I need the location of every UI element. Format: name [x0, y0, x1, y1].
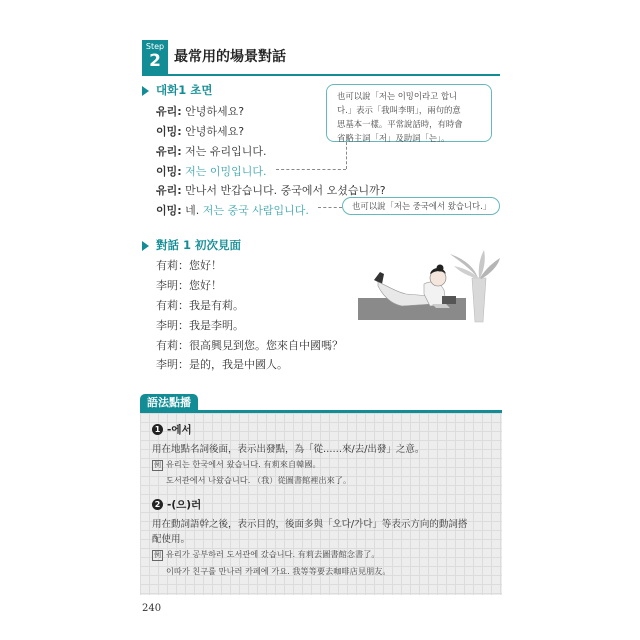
grammar-tab: 語法點播 [140, 394, 198, 412]
korean-dialog-title: 대화1 초면 [156, 83, 213, 97]
step-label: Step [145, 42, 165, 51]
example-line: 例 유리는 한국에서 왔습니다. 有莉來自韓國。 [154, 459, 321, 469]
step-badge [142, 40, 168, 74]
triangle-bullet-icon [142, 241, 149, 251]
connector-line [318, 207, 342, 208]
grammar-desc: 用在動詞語幹之後，表示目的，後面多與「오다/가다」等表示方向的動詞搭 [152, 519, 468, 530]
korean-line: 유리: 저는 유리입니다. [156, 145, 267, 158]
chinese-line: 有莉：您好！ [156, 259, 222, 272]
chinese-dialog-title: 對話 1 初次見面 [156, 238, 242, 252]
connector-line [276, 169, 346, 170]
header-divider [142, 74, 500, 76]
korean-line: 이밍: 네. 저는 중국 사람입니다. [156, 204, 309, 217]
korean-line: 이밍: 저는 이밍입니다. [156, 165, 267, 178]
triangle-bullet-icon [142, 86, 149, 96]
example-mark-icon: 例 [154, 461, 161, 469]
chinese-line: 李明：您好！ [156, 279, 222, 292]
note-callout: 也可以說「저는 중국에서 왔습니다.」 [342, 197, 500, 215]
grammar-desc: 用在地點名詞後面，表示出發點，為「從……來/去/出發」之意。 [152, 444, 425, 455]
chinese-line: 李明：我是李明。 [156, 319, 244, 332]
number-circle-icon: 1 [152, 424, 163, 435]
connector-line [346, 142, 347, 169]
grammar-point-heading: 1 -에서 [152, 422, 192, 437]
number-circle-icon: 2 [152, 499, 163, 510]
example-line: 도서관에서 나왔습니다. （我）從圖書館裡出來了。 [166, 475, 352, 485]
korean-line: 유리: 만나서 반갑습니다. 중국에서 오셨습니까? [156, 184, 386, 197]
page-title: 最常用的場景對話 [174, 49, 286, 65]
grammar-desc: 配使用。 [152, 534, 191, 545]
example-line: 이따가 친구를 만나러 카페에 가요. 我等等要去咖啡店見朋友。 [166, 566, 391, 576]
chinese-line: 有莉：很高興見到您。您來自中國嗎？ [156, 339, 343, 352]
step-number: 2 [149, 51, 161, 71]
woman-reading-illustration [354, 250, 500, 328]
example-mark-icon: 例 [154, 551, 161, 559]
chinese-line: 有莉：我是有莉。 [156, 299, 244, 312]
grammar-point-heading: 2 -(으)러 [152, 497, 201, 512]
korean-line: 유리: 안녕하세요? [156, 105, 245, 118]
example-line: 例 유리가 공부하러 도서관에 갔습니다. 有莉去圖書館念書了。 [154, 549, 380, 559]
korean-line: 이밍: 안녕하세요? [156, 125, 245, 138]
chinese-line: 李明：是的，我是中國人。 [156, 358, 288, 371]
page-number: 240 [142, 603, 162, 614]
note-callout: 也可以說「저는 이밍이라고 합니 다.」表示「我叫李明」，兩句的意 思基本一樣。平常說話時，有時會 省略主詞「저」及助詞「는」。 [326, 84, 492, 142]
